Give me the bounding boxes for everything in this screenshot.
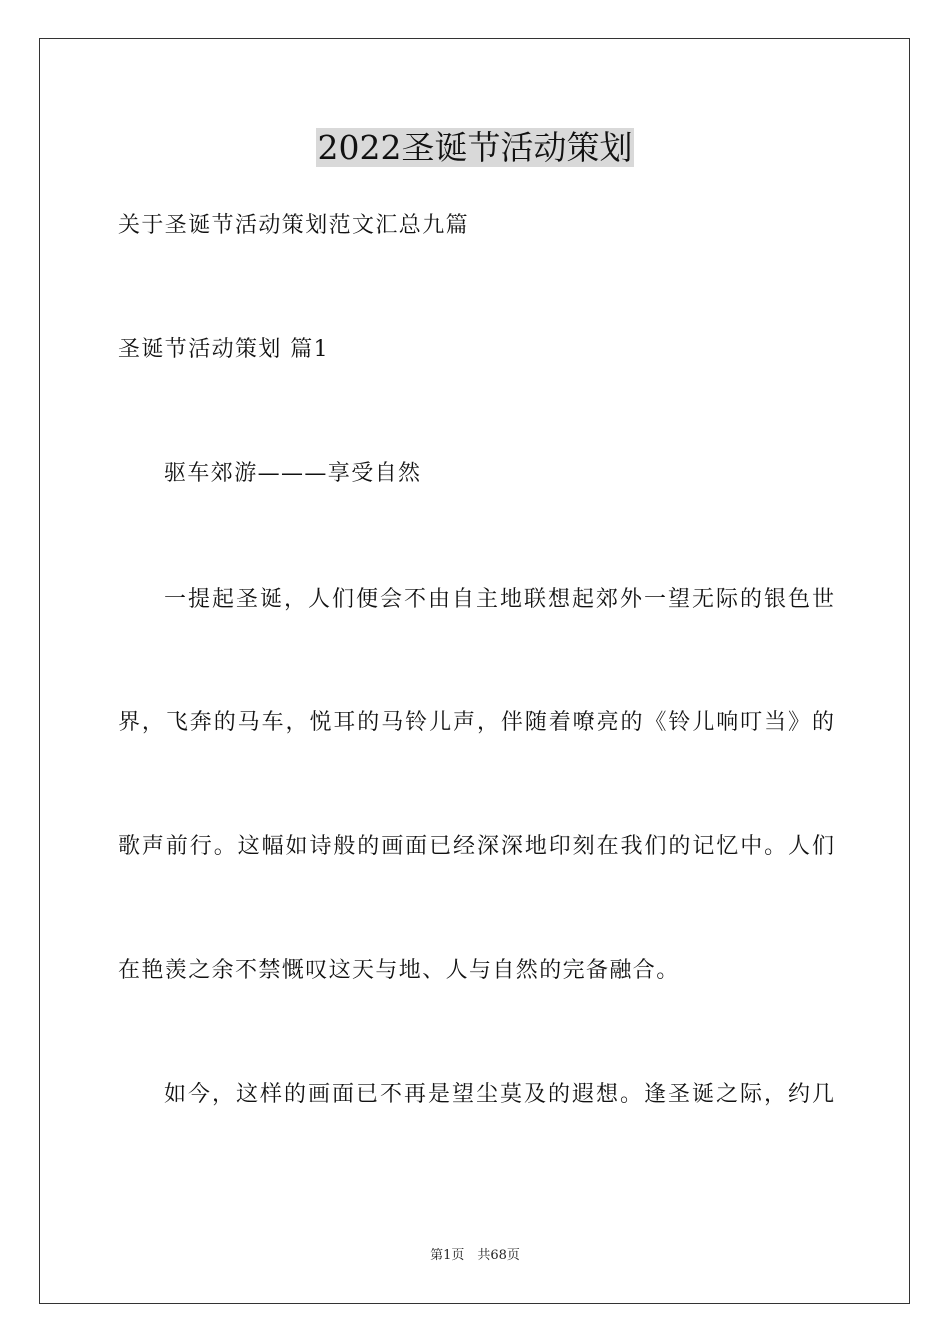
section-heading: 圣诞节活动策划 篇1 [118,337,329,362]
page-footer: 第1页 共68页 [430,1248,520,1263]
body-line: 一提起圣诞，人们便会不由自主地联想起郊外一望无际的银色世 [164,587,834,612]
body-line: 界，飞奔的马车，悦耳的马铃儿声，伴随着嘹亮的《铃儿响叮当》的 [118,710,834,735]
document-title [0,126,950,170]
document-title-text: 2022圣诞节活动策划 [317,128,633,167]
body-line: 如今，这样的画面已不再是望尘莫及的遐想。逢圣诞之际，约几 [164,1082,834,1107]
body-line: 在艳羡之余不禁慨叹这天与地、人与自然的完备融合。 [118,958,680,983]
paragraph-heading: 驱车郊游———享受自然 [164,461,422,486]
body-line: 歌声前行。这幅如诗般的画面已经深深地印刻在我们的记忆中。人们 [118,834,834,859]
document-subtitle: 关于圣诞节活动策划范文汇总九篇 [118,213,470,238]
